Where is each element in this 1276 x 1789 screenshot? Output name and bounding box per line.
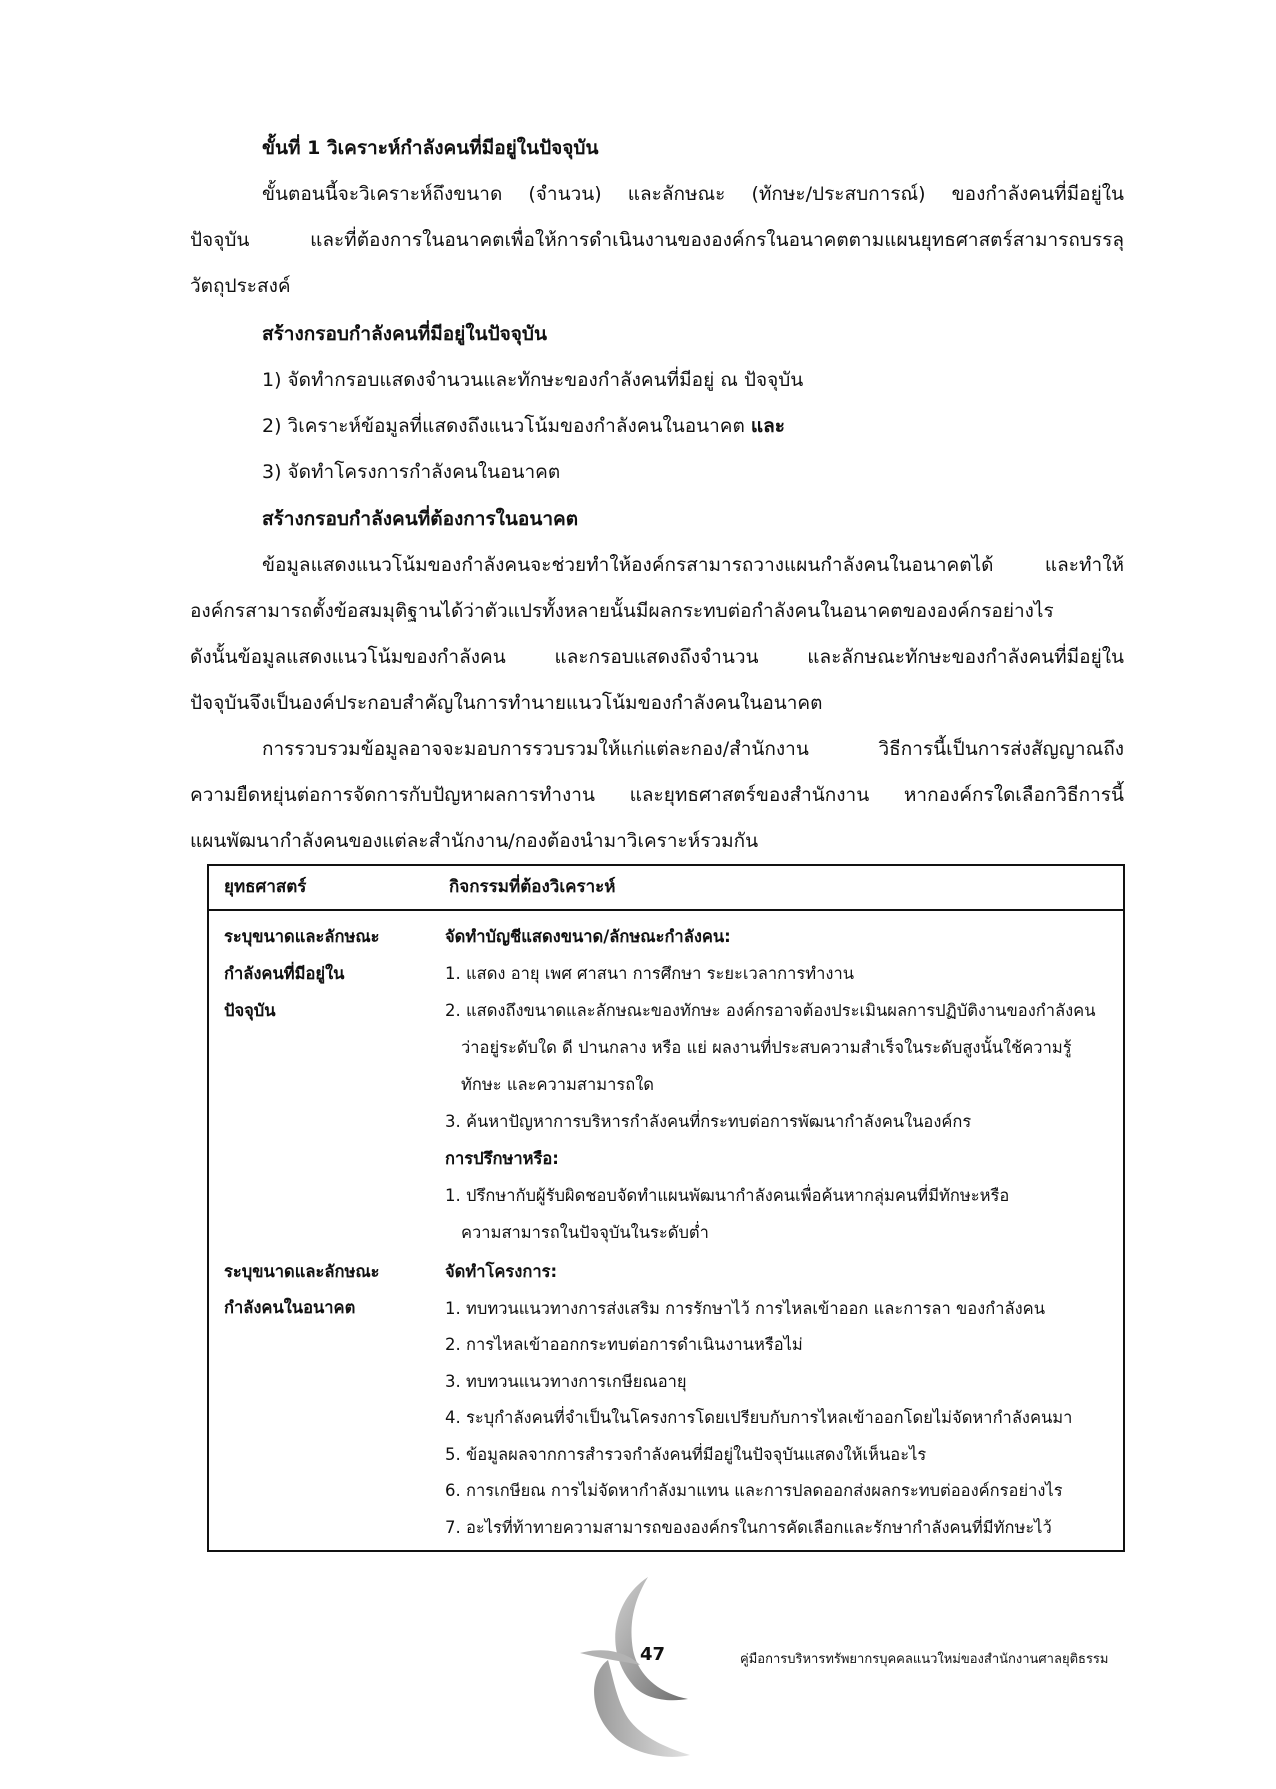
para2-line-1: ข้อมูลแสดงแนวโน้มของกำลังคนจะช่วยทำให้องค์กรสามารถวางแผนกำลังคนในอนาคตได้ และทำให้	[262, 554, 1124, 576]
row1-activity-line: 1. ปรึกษากับผู้รับผิดชอบจัดทำแผนพัฒนากำลังคนเพื่อค้นหากลุ่มคนที่มีทักษะหรือ	[445, 1186, 1010, 1205]
current-workforce-heading: สร้างกรอบกำลังคนที่มีอยู่ในปัจจุบัน	[262, 323, 547, 345]
row1-activity-line: ว่าอยู่ระดับใด ดี ปานกลาง หรือ แย่ ผลงานที่ประสบความสำเร็จในระดับสูงนั้นใช้ความรู้	[461, 1038, 1072, 1057]
intro-line-1: ขั้นตอนนี้จะวิเคราะห์ถึงขนาด (จำนวน) และลักษณะ (ทักษะ/ประสบการณ์) ของกำลังคนที่มีอยู่ใน	[262, 183, 1124, 205]
header-activity: กิจกรรมที่ต้องวิเคราะห์	[449, 877, 616, 897]
future-workforce-heading: สร้างกรอบกำลังคนที่ต้องการในอนาคต	[262, 508, 579, 530]
row1-activity-line: 1. แสดง อายุ เพศ ศาสนา การศึกษา ระยะเวลาการทำงาน	[445, 964, 854, 983]
para3-line-1: การรวบรวมข้อมูลอาจจะมอบการรวบรวมให้แก่แต่ละกอง/สำนักงาน วิธีการนี้เป็นการส่งสัญญาณถึง	[262, 738, 1124, 760]
current-item-1: 1) จัดทำกรอบแสดงจำนวนและทักษะของกำลังคนที่มีอยู่ ณ ปัจจุบัน	[262, 369, 804, 391]
row2-activity-line: จัดทำโครงการ:	[445, 1262, 558, 1281]
current-item-2: 2) วิเคราะห์ข้อมูลที่แสดงถึงแนวโน้มของกำลังคนในอนาคต และ	[262, 415, 785, 437]
row2-activity-line: 6. การเกษียณ การไม่จัดหากำลังมาแทน และการปลดออกส่งผลกระทบต่อองค์กรอย่างไร	[445, 1481, 1063, 1500]
strategy-activity-table: ยุทธศาสตร์ กิจกรรมที่ต้องวิเคราะห์ ระบุขนาดและลักษณะ กำลังคนที่มีอยู่ใน ปัจจุบัน จัดทำบัญชีแสดงขนาด/ลักษณะกำลังคน: 1. แสดง อายุ เพศ ศาสนา การศึกษา ระยะเวลาการทำงาน 2. แสดงถึงขนาดและลักษณะของทักษะ องค์กรอาจต้องประเมินผลการปฏิบัติงานของกำลังคน ว่าอยู่ระดับใด ดี ปานกลาง หรือ แย่ ผลงานที่ประสบความสำเร็จในระดับสูงนั้นใช้ความรู้ ทักษะ และความสามารถใด 3. ค้นหาปัญหาการบริหารกำลังคนที่กระทบต่อการพัฒนากำลังคนในองค์กร การปรึกษาหรือ: 1. ปรึกษากับผู้รับผิดชอบจัดทำแผนพัฒนากำลังคนเพื่อค้นหากลุ่มคนที่มีทักษะหรือ ความสามารถในปัจจุบันในระดับต่ำ ระบุขนาดและลักษณะ กำลังคนในอนาคต จัดทำโครงการ: 1. ทบทวนแนวทางการส่งเสริม การรักษาไว้ การไหลเข้าออก และการลา ของกำลังคน 2. การไหลเข้าออกกระทบต่อการดำเนินงานหรือไม่ 3. ทบทวนแนวทางการเกษียณอายุ 4. ระบุกำลังคนที่จำเป็นในโครงการโดยเปรียบกับการไหลเข้าออกโดยไม่จัดหากำลังคนมา 5. ข้อมูลผลจากการสำรวจกำลังคนที่มีอยู่ในปัจจุบันแสดงให้เห็นอะไร 6. การเกษียณ การไม่จัดหากำลังมาแทน และการปลดออกส่งผลกระทบต่อองค์กรอย่างไร 7. อะไรที่ท้าทายความสามารถขององค์กรในการคัดเลือกและรักษากำลังคนที่มีทักษะไว้	[207, 864, 1125, 1552]
row1-activity-line: 2. แสดงถึงขนาดและลักษณะของทักษะ องค์กรอาจต้องประเมินผลการปฏิบัติงานของกำลังคน	[445, 1001, 1096, 1020]
header-divider	[209, 909, 1123, 911]
row2-activity-line: 4. ระบุกำลังคนที่จำเป็นในโครงการโดยเปรียบกับการไหลเข้าออกโดยไม่จัดหากำลังคนมา	[445, 1408, 1073, 1427]
footer-title: คู่มือการบริหารทรัพยากรบุคคลแนวใหม่ของสำนักงานศาลยุติธรรม	[740, 1652, 1109, 1667]
para2-line-4: ปัจจุบันจึงเป็นองค์ประกอบสำคัญในการทำนายแนวโน้มของกำลังคนในอนาคต	[190, 692, 823, 714]
para2-line-3: ดังนั้นข้อมูลแสดงแนวโน้มของกำลังคน และกรอบแสดงถึงจำนวน และลักษณะทักษะของกำลังคนที่มีอยู่ใน	[190, 646, 1124, 668]
header-strategy: ยุทธศาสตร์	[224, 877, 307, 897]
row1-activity-line: การปรึกษาหรือ:	[445, 1149, 559, 1168]
step-heading: ขั้นที่ 1 วิเคราะห์กำลังคนที่มีอยู่ในปัจจุบัน	[262, 137, 599, 159]
para3-line-2: ความยืดหยุ่นต่อการจัดการกับปัญหาผลการทำงาน และยุทธศาสตร์ของสำนักงาน หากองค์กรใดเลือกวิธีการนี้	[190, 784, 1124, 806]
row2-activity-line: 7. อะไรที่ท้าทายความสามารถขององค์กรในการคัดเลือกและรักษากำลังคนที่มีทักษะไว้	[445, 1517, 1052, 1537]
row1-activity-line: ความสามารถในปัจจุบันในระดับต่ำ	[461, 1223, 709, 1242]
row2-activity-line: 1. ทบทวนแนวทางการส่งเสริม การรักษาไว้ การไหลเข้าออก และการลา ของกำลังคน	[445, 1298, 1045, 1318]
row1-activity-line: 3. ค้นหาปัญหาการบริหารกำลังคนที่กระทบต่อการพัฒนากำลังคนในองค์กร	[445, 1112, 972, 1131]
row1-activity-line: จัดทำบัญชีแสดงขนาด/ลักษณะกำลังคน:	[445, 927, 731, 946]
row2-activity-line: 3. ทบทวนแนวทางการเกษียณอายุ	[445, 1371, 687, 1391]
row1-activity-line: ทักษะ และความสามารถใด	[461, 1075, 655, 1094]
current-item-3: 3) จัดทำโครงการกำลังคนในอนาคต	[262, 461, 561, 483]
intro-line-3: วัตถุประสงค์	[190, 275, 291, 297]
row2-activity-line: 2. การไหลเข้าออกกระทบต่อการดำเนินงานหรือไม่	[445, 1335, 803, 1354]
intro-line-2: ปัจจุบัน และที่ต้องการในอนาคตเพื่อให้การดำเนินงานขององค์กรในอนาคตตามแผนยุทธศาสตร์สามารถบรรลุ	[190, 229, 1124, 251]
and-emphasis: และ	[750, 415, 785, 437]
para2-line-2: องค์กรสามารถตั้งข้อสมมุติฐานได้ว่าตัวแปรทั้งหลายนั้นมีผลกระทบต่อกำลังคนในอนาคตขององค์กรอย่างไร	[190, 600, 1054, 622]
para3-line-3: แผนพัฒนากำลังคนของแต่ละสำนักงาน/กองต้องนำมาวิเคราะห์รวมกัน	[190, 830, 759, 852]
page-number: 47	[640, 1644, 666, 1665]
swirl-logo-icon	[578, 1575, 696, 1775]
row2-activity-line: 5. ข้อมูลผลจากการสำรวจกำลังคนที่มีอยู่ในปัจจุบันแสดงให้เห็นอะไร	[445, 1444, 927, 1464]
